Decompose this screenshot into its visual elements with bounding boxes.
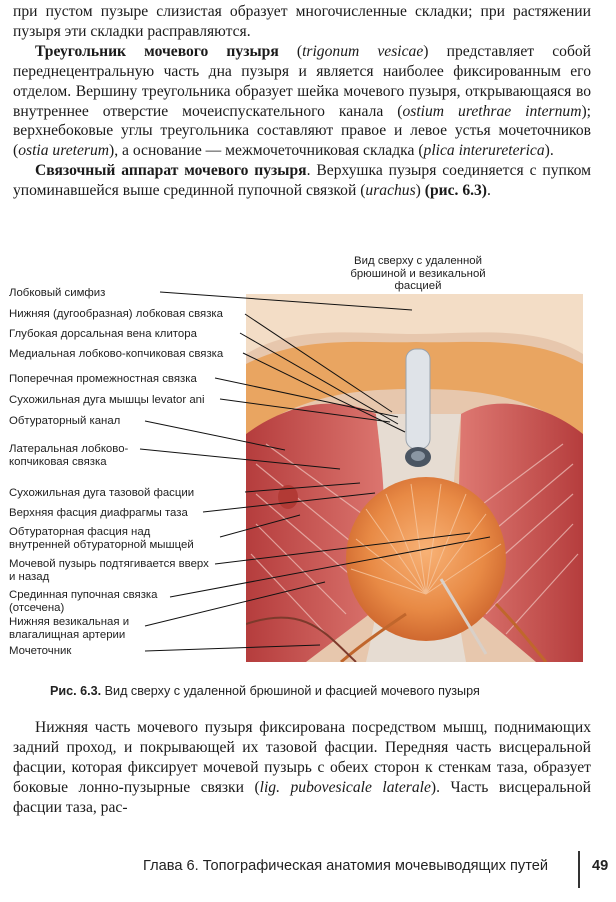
figure-caption: [50, 684, 590, 698]
lig-text-c: .: [487, 182, 491, 200]
trigone-text-d: ).: [544, 142, 554, 160]
p3-text-a: Нижняя часть мочевого пузыря фиксирована посредством мышц, поднимающих задний проход, и покрывающей их тазовой фасции. Передняя часть висцеральной фасции, которая фиксирует мочевой пузырь с обеих сторон к стенкам таза, образует боковые лонно-пузырные связки (: [13, 719, 591, 796]
figure-label-9: Сухожильная дуга тазовой фасции: [9, 487, 195, 499]
lig-heading: Связочный аппарат мочевого пузыря: [35, 162, 307, 180]
body-paragraph-top: при пустом пузыре слизистая образует многочисленные складки; при растяжении пузыря эти складки расправляются. Треугольник мочевого пузыря (trigonum vesicae) представляет собой переднецентральную часть дна пузыря и является наиболее фиксированным его отделом. Вершину треугольника образует шейка мочевого пузыря, открывающаяся во внутреннее отверстие мочеиспускательного канала (ostium urethrae internum); верхнебоковые углы треугольника составляют правое и левое устья мочеточников (ostia ureterum), а основание — межмочеточниковая складка (plica interureterica). Связочный аппарат мочевого пузыря. Верхушка пузыря соединяется с пупком упоминавшейся выше срединной пупочной связкой (urachus) (рис. 6.3).: [13, 3, 592, 200]
footer-divider: [578, 851, 580, 888]
figure-caption-number: Рис. 6.3.: [50, 684, 102, 698]
figure-label-8: Латеральная лобково-копчиковая связка: [9, 443, 129, 468]
text-line-1: при пустом пузыре слизистая образует многочисленные складки; при растяжении пузыря эти складки расправляются.: [13, 3, 591, 40]
figure-label-1: Лобковый симфиз: [9, 287, 106, 299]
trigone-text-b: ); верхнебоковые углы треугольника составляют правое и левое устья мочеточников (: [13, 102, 591, 160]
anatomy-figure: [0, 247, 616, 687]
ostia-latin: ostia ureterum: [18, 142, 110, 160]
figure-label-10: Верхняя фасция диафрагмы таза: [9, 507, 188, 519]
lig-text-b: ): [415, 182, 425, 200]
plica-latin: plica interureterica: [423, 142, 545, 160]
trigone-text-c: ), а основание — межмочеточниковая складка (: [109, 142, 424, 160]
body-paragraph-bottom: [13, 718, 591, 818]
p3-latin: lig. pubovesicale laterale: [259, 778, 431, 796]
figure-reference: (рис. 6.3): [424, 182, 488, 200]
figure-label-14: Нижняя везикальная и влагалищная артерии: [9, 616, 130, 641]
page-number: 49: [592, 858, 609, 874]
figure-label-15: Мочеточник: [9, 645, 72, 657]
trigone-latin: trigonum vesicae: [302, 42, 424, 60]
figure-caption-text: Вид сверху с удаленной брюшиной и фасцией мочевого пузыря: [101, 684, 480, 698]
figure-top-caption: Вид сверху с удаленной брюшиной и везикальной фасцией: [350, 255, 486, 292]
figure-label-12: Мочевой пузырь подтягивается вверх и назад: [9, 558, 209, 583]
running-footer: Глава 6. Топографическая анатомия мочевыводящих путей: [143, 858, 548, 874]
p3-text-b: ). Часть висцеральной фасции таза, рас-: [13, 778, 591, 816]
ostium-latin: ostium urethrae internum: [402, 102, 582, 120]
urachus-latin: urachus: [365, 182, 416, 200]
figure-label-6: Сухожильная дуга мышцы levator ani: [9, 394, 205, 406]
lig-text-a: . Верхушка пузыря соединяется с пупком упоминавшейся выше срединной пупочной связкой (: [13, 162, 592, 200]
figure-label-2: Нижняя (дугообразная) лобковая связка: [9, 308, 223, 320]
figure-label-5: Поперечная промежностная связка: [9, 373, 197, 385]
trigone-heading: Треугольник мочевого пузыря: [35, 42, 279, 60]
figure-label-3: Глубокая дорсальная вена клитора: [9, 328, 197, 340]
figure-label-13: Срединная пупочная связка (отсечена): [9, 589, 158, 614]
trigone-text-a: представляет собой переднецентральную часть дна пузыря и является наиболее фиксированным его отделом. Вершину треугольника образует шейка мочевого пузыря, открывающаяся во внутреннее отверстие мочеиспускательного канала (: [13, 42, 592, 120]
figure-label-7: Обтураторный канал: [9, 415, 121, 427]
figure-label-4: Медиальная лобково-копчиковая связка: [9, 348, 224, 360]
figure-label-11: Обтураторная фасция над внутренней обтураторной мышцей: [9, 526, 194, 551]
